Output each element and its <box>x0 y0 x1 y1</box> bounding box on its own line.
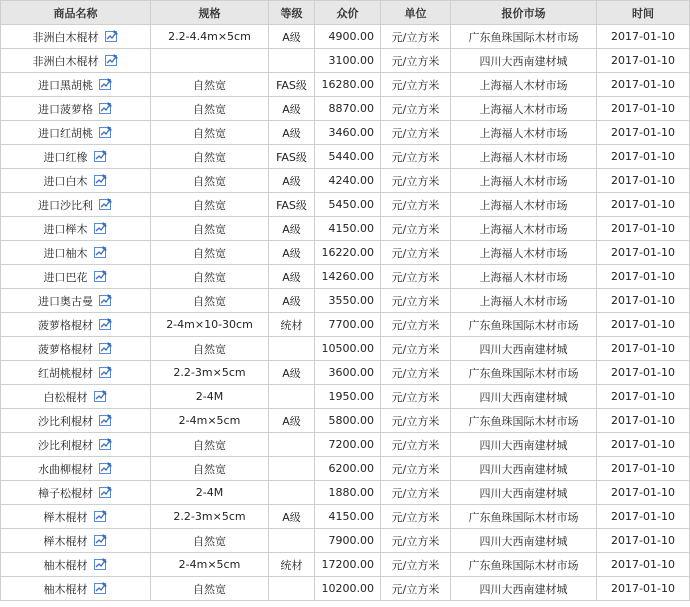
cell-date: 2017-01-10 <box>597 97 690 121</box>
cell-market: 上海福人木材市场 <box>451 145 597 169</box>
cell-grade <box>269 433 315 457</box>
product-name-link[interactable]: 进口菠萝格 <box>38 102 93 116</box>
chart-icon[interactable] <box>94 174 108 186</box>
table-row <box>1 361 690 385</box>
product-name-link[interactable]: 非洲白木棍材 <box>32 54 99 68</box>
cell-date: 2017-01-10 <box>597 289 690 313</box>
cell-spec: 自然宽 <box>151 457 269 481</box>
cell-unit: 元/立方米 <box>381 121 451 145</box>
cell-price: 4150.00 <box>315 505 381 529</box>
cell-price: 3550.00 <box>315 289 381 313</box>
product-name-link[interactable]: 进口巴花 <box>43 270 88 284</box>
cell-market: 广东鱼珠国际木材市场 <box>451 553 597 577</box>
cell-date: 2017-01-10 <box>597 313 690 337</box>
cell-date: 2017-01-10 <box>597 121 690 145</box>
cell-name <box>1 25 151 49</box>
cell-date: 2017-01-10 <box>597 241 690 265</box>
cell-grade: A级 <box>269 241 315 265</box>
cell-unit: 元/立方米 <box>381 265 451 289</box>
cell-date: 2017-01-10 <box>597 193 690 217</box>
table-row <box>1 217 690 241</box>
table-row <box>1 457 690 481</box>
cell-name <box>1 313 151 337</box>
table-row <box>1 409 690 433</box>
cell-date: 2017-01-10 <box>597 361 690 385</box>
cell-market: 四川大西南建材城 <box>451 529 597 553</box>
cell-market: 上海福人木材市场 <box>451 289 597 313</box>
table-row <box>1 505 690 529</box>
product-name-link[interactable]: 白松棍材 <box>43 390 88 404</box>
cell-price: 10200.00 <box>315 577 381 601</box>
cell-name <box>1 481 151 505</box>
cell-grade <box>269 577 315 601</box>
cell-grade <box>269 481 315 505</box>
cell-grade: A级 <box>269 505 315 529</box>
header-spec: 规格 <box>151 1 269 25</box>
product-name-link[interactable]: 榉木棍材 <box>43 510 88 524</box>
cell-unit: 元/立方米 <box>381 217 451 241</box>
cell-date: 2017-01-10 <box>597 337 690 361</box>
cell-price: 4150.00 <box>315 217 381 241</box>
cell-grade <box>269 385 315 409</box>
cell-name <box>1 121 151 145</box>
cell-date: 2017-01-10 <box>597 553 690 577</box>
product-name-link[interactable]: 红胡桃棍材 <box>38 366 93 380</box>
cell-spec: 2-4M <box>151 481 269 505</box>
cell-market: 四川大西南建材城 <box>451 385 597 409</box>
cell-market: 四川大西南建材城 <box>451 337 597 361</box>
cell-price: 3600.00 <box>315 361 381 385</box>
cell-date: 2017-01-10 <box>597 409 690 433</box>
cell-spec <box>151 49 269 73</box>
cell-price: 5800.00 <box>315 409 381 433</box>
cell-date: 2017-01-10 <box>597 169 690 193</box>
product-name-link[interactable]: 进口红橡 <box>43 150 88 164</box>
cell-name <box>1 169 151 193</box>
cell-price: 17200.00 <box>315 553 381 577</box>
cell-spec: 自然宽 <box>151 337 269 361</box>
cell-grade <box>269 529 315 553</box>
cell-price: 3100.00 <box>315 49 381 73</box>
cell-market: 广东鱼珠国际木材市场 <box>451 409 597 433</box>
cell-grade <box>269 337 315 361</box>
header-row <box>1 1 690 25</box>
chart-icon[interactable] <box>94 534 108 546</box>
cell-spec: 自然宽 <box>151 97 269 121</box>
cell-market: 上海福人木材市场 <box>451 217 597 241</box>
cell-grade: 统材 <box>269 553 315 577</box>
cell-grade: A级 <box>269 169 315 193</box>
cell-price: 10500.00 <box>315 337 381 361</box>
cell-price: 5440.00 <box>315 145 381 169</box>
cell-price: 7700.00 <box>315 313 381 337</box>
cell-grade <box>269 49 315 73</box>
cell-name <box>1 145 151 169</box>
cell-spec: 自然宽 <box>151 193 269 217</box>
product-name-link[interactable]: 樟子松棍材 <box>38 486 93 500</box>
chart-icon[interactable] <box>94 510 108 522</box>
cell-unit: 元/立方米 <box>381 361 451 385</box>
cell-spec: 自然宽 <box>151 217 269 241</box>
cell-spec: 自然宽 <box>151 529 269 553</box>
header-name: 商品名称 <box>1 1 151 25</box>
cell-unit: 元/立方米 <box>381 553 451 577</box>
cell-price: 4900.00 <box>315 25 381 49</box>
product-name-link[interactable]: 进口沙比利 <box>38 198 93 212</box>
cell-spec: 自然宽 <box>151 145 269 169</box>
chart-icon[interactable] <box>94 222 108 234</box>
product-name-link[interactable]: 榉木棍材 <box>43 534 88 548</box>
cell-grade: FAS级 <box>269 73 315 97</box>
cell-grade: A级 <box>269 409 315 433</box>
cell-price: 16280.00 <box>315 73 381 97</box>
product-name-link[interactable]: 沙比利棍材 <box>38 414 93 428</box>
chart-icon[interactable] <box>105 54 119 66</box>
chart-icon[interactable] <box>105 30 119 42</box>
cell-unit: 元/立方米 <box>381 193 451 217</box>
cell-name <box>1 553 151 577</box>
cell-price: 6200.00 <box>315 457 381 481</box>
cell-unit: 元/立方米 <box>381 457 451 481</box>
cell-unit: 元/立方米 <box>381 385 451 409</box>
cell-spec: 自然宽 <box>151 433 269 457</box>
cell-price: 7900.00 <box>315 529 381 553</box>
cell-spec: 2-4m×5cm <box>151 409 269 433</box>
table-row <box>1 577 690 601</box>
cell-grade: A级 <box>269 121 315 145</box>
product-name-link[interactable]: 沙比利棍材 <box>38 438 93 452</box>
cell-spec: 2.2-3m×5cm <box>151 361 269 385</box>
cell-unit: 元/立方米 <box>381 241 451 265</box>
cell-unit: 元/立方米 <box>381 433 451 457</box>
cell-price: 3460.00 <box>315 121 381 145</box>
chart-icon[interactable] <box>94 150 108 162</box>
cell-name <box>1 409 151 433</box>
cell-market: 上海福人木材市场 <box>451 193 597 217</box>
cell-name <box>1 217 151 241</box>
table-row <box>1 289 690 313</box>
product-name-link[interactable]: 柚木棍材 <box>43 558 88 572</box>
table-row <box>1 97 690 121</box>
cell-grade <box>269 457 315 481</box>
cell-name <box>1 265 151 289</box>
cell-unit: 元/立方米 <box>381 577 451 601</box>
table-row <box>1 265 690 289</box>
table-row <box>1 337 690 361</box>
cell-price: 5450.00 <box>315 193 381 217</box>
cell-grade: A级 <box>269 25 315 49</box>
table-row <box>1 49 690 73</box>
cell-market: 上海福人木材市场 <box>451 169 597 193</box>
cell-market: 四川大西南建材城 <box>451 457 597 481</box>
cell-date: 2017-01-10 <box>597 433 690 457</box>
product-name-link[interactable]: 进口榉木 <box>43 222 88 236</box>
header-unit: 单位 <box>381 1 451 25</box>
cell-price: 7200.00 <box>315 433 381 457</box>
cell-unit: 元/立方米 <box>381 337 451 361</box>
cell-date: 2017-01-10 <box>597 529 690 553</box>
chart-icon[interactable] <box>99 342 113 354</box>
chart-icon[interactable] <box>99 414 113 426</box>
chart-icon[interactable] <box>99 486 113 498</box>
cell-name <box>1 337 151 361</box>
table-row <box>1 241 690 265</box>
product-name-link[interactable]: 非洲白木棍材 <box>32 30 99 44</box>
cell-name <box>1 577 151 601</box>
cell-date: 2017-01-10 <box>597 265 690 289</box>
cell-unit: 元/立方米 <box>381 529 451 553</box>
chart-icon[interactable] <box>99 462 113 474</box>
cell-market: 广东鱼珠国际木材市场 <box>451 361 597 385</box>
table-row <box>1 313 690 337</box>
cell-date: 2017-01-10 <box>597 457 690 481</box>
cell-market: 四川大西南建材城 <box>451 481 597 505</box>
header-date: 时间 <box>597 1 690 25</box>
header-price: 众价 <box>315 1 381 25</box>
table-row <box>1 193 690 217</box>
cell-market: 上海福人木材市场 <box>451 73 597 97</box>
cell-date: 2017-01-10 <box>597 145 690 169</box>
table-body <box>1 25 690 601</box>
table-row <box>1 529 690 553</box>
chart-icon[interactable] <box>99 198 113 210</box>
table-row <box>1 169 690 193</box>
cell-grade: A级 <box>269 97 315 121</box>
cell-spec: 2.2-4.4m×5cm <box>151 25 269 49</box>
cell-date: 2017-01-10 <box>597 505 690 529</box>
cell-date: 2017-01-10 <box>597 577 690 601</box>
cell-unit: 元/立方米 <box>381 49 451 73</box>
cell-spec: 2.2-3m×5cm <box>151 505 269 529</box>
cell-date: 2017-01-10 <box>597 217 690 241</box>
cell-unit: 元/立方米 <box>381 505 451 529</box>
chart-icon[interactable] <box>99 318 113 330</box>
cell-spec: 自然宽 <box>151 241 269 265</box>
cell-spec: 自然宽 <box>151 73 269 97</box>
cell-price: 14260.00 <box>315 265 381 289</box>
chart-icon[interactable] <box>99 78 113 90</box>
cell-name <box>1 505 151 529</box>
cell-unit: 元/立方米 <box>381 169 451 193</box>
cell-name <box>1 241 151 265</box>
cell-spec: 自然宽 <box>151 265 269 289</box>
cell-date: 2017-01-10 <box>597 49 690 73</box>
table-row <box>1 25 690 49</box>
chart-icon[interactable] <box>94 246 108 258</box>
table-row <box>1 121 690 145</box>
cell-unit: 元/立方米 <box>381 409 451 433</box>
header-market: 报价市场 <box>451 1 597 25</box>
cell-price: 1950.00 <box>315 385 381 409</box>
product-name-link[interactable]: 进口黑胡桃 <box>38 78 93 92</box>
cell-price: 4240.00 <box>315 169 381 193</box>
cell-name <box>1 289 151 313</box>
cell-market: 上海福人木材市场 <box>451 265 597 289</box>
chart-icon[interactable] <box>94 582 108 594</box>
chart-icon[interactable] <box>99 438 113 450</box>
product-name-link[interactable]: 菠萝格棍材 <box>38 318 93 332</box>
cell-spec: 2-4m×10-30cm <box>151 313 269 337</box>
cell-spec: 2-4m×5cm <box>151 553 269 577</box>
product-name-link[interactable]: 进口奥古曼 <box>38 294 93 308</box>
cell-market: 广东鱼珠国际木材市场 <box>451 505 597 529</box>
chart-icon[interactable] <box>99 126 113 138</box>
cell-spec: 自然宽 <box>151 577 269 601</box>
cell-date: 2017-01-10 <box>597 385 690 409</box>
cell-unit: 元/立方米 <box>381 481 451 505</box>
cell-name <box>1 457 151 481</box>
cell-unit: 元/立方米 <box>381 73 451 97</box>
product-name-link[interactable]: 进口白木 <box>43 174 88 188</box>
chart-icon[interactable] <box>94 558 108 570</box>
cell-price: 1880.00 <box>315 481 381 505</box>
cell-market: 上海福人木材市场 <box>451 121 597 145</box>
cell-date: 2017-01-10 <box>597 481 690 505</box>
cell-spec: 2-4M <box>151 385 269 409</box>
cell-market: 上海福人木材市场 <box>451 97 597 121</box>
table-row <box>1 145 690 169</box>
cell-price: 16220.00 <box>315 241 381 265</box>
cell-price: 8870.00 <box>315 97 381 121</box>
cell-name <box>1 361 151 385</box>
cell-market: 四川大西南建材城 <box>451 433 597 457</box>
product-name-link[interactable]: 进口红胡桃 <box>38 126 93 140</box>
chart-icon[interactable] <box>94 390 108 402</box>
cell-grade: A级 <box>269 265 315 289</box>
cell-name <box>1 433 151 457</box>
product-name-link[interactable]: 柚木棍材 <box>43 582 88 596</box>
cell-grade: A级 <box>269 361 315 385</box>
cell-name <box>1 385 151 409</box>
table-row <box>1 433 690 457</box>
chart-icon[interactable] <box>99 102 113 114</box>
cell-unit: 元/立方米 <box>381 97 451 121</box>
cell-grade: 统材 <box>269 313 315 337</box>
cell-unit: 元/立方米 <box>381 313 451 337</box>
chart-icon[interactable] <box>94 270 108 282</box>
cell-market: 上海福人木材市场 <box>451 241 597 265</box>
cell-market: 四川大西南建材城 <box>451 577 597 601</box>
table-row <box>1 73 690 97</box>
cell-grade: A级 <box>269 289 315 313</box>
cell-market: 广东鱼珠国际木材市场 <box>451 25 597 49</box>
cell-unit: 元/立方米 <box>381 289 451 313</box>
cell-name <box>1 73 151 97</box>
product-name-link[interactable]: 菠萝格棍材 <box>38 342 93 356</box>
cell-grade: A级 <box>269 217 315 241</box>
table-row <box>1 553 690 577</box>
cell-grade: FAS级 <box>269 193 315 217</box>
cell-spec: 自然宽 <box>151 169 269 193</box>
cell-spec: 自然宽 <box>151 121 269 145</box>
cell-name <box>1 97 151 121</box>
cell-name <box>1 529 151 553</box>
chart-icon[interactable] <box>99 366 113 378</box>
cell-grade: FAS级 <box>269 145 315 169</box>
chart-icon[interactable] <box>99 294 113 306</box>
product-name-link[interactable]: 进口柚木 <box>43 246 88 260</box>
cell-market: 四川大西南建材城 <box>451 49 597 73</box>
cell-unit: 元/立方米 <box>381 145 451 169</box>
table-row <box>1 481 690 505</box>
cell-name <box>1 193 151 217</box>
cell-date: 2017-01-10 <box>597 25 690 49</box>
cell-unit: 元/立方米 <box>381 25 451 49</box>
cell-date: 2017-01-10 <box>597 73 690 97</box>
cell-spec: 自然宽 <box>151 289 269 313</box>
cell-name <box>1 49 151 73</box>
header-grade: 等级 <box>269 1 315 25</box>
cell-market: 广东鱼珠国际木材市场 <box>451 313 597 337</box>
product-name-link[interactable]: 水曲柳棍材 <box>38 462 93 476</box>
table-row <box>1 385 690 409</box>
